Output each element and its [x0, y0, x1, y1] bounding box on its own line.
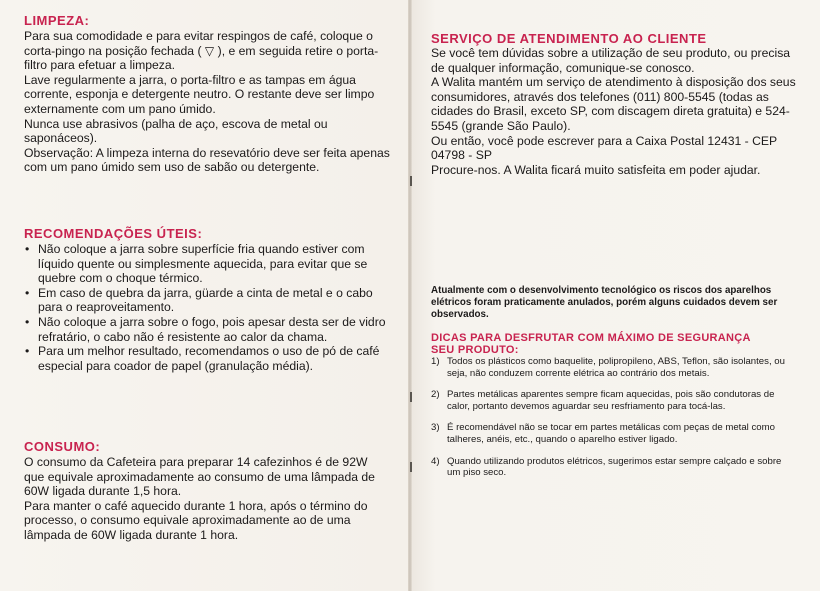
limpeza-paragraph: Nunca use abrasivos (palha de aço, escova de metal ou saponáceos). [24, 116, 328, 146]
limpeza-text [24, 29, 392, 175]
dicas-list [431, 356, 793, 489]
fold-mark [410, 176, 412, 186]
item-text: Partes metálicas aparentes sempre ficam aquecidas, pois são condutoras de calor, portanto devemos aguardar seu resfriamento para tocá-las. [447, 389, 775, 412]
recomendacoes-list [24, 242, 394, 373]
list-item [431, 389, 793, 412]
consumo-paragraph: Para manter o café aquecido durante 1 hora, após o término do processo, o consumo equivale aproximadamente ao de uma lâmpada de 60W ligada durante 1 hora. [24, 498, 368, 542]
limpeza-paragraph: Para sua comodidade e para evitar respingos de café, coloque o corta-pingo na posição fechada ( ▽ ), e em seguida retire o porta-filtro para efetuar a limpeza. [24, 29, 379, 73]
fold-mark [410, 462, 412, 472]
servico-paragraph: Ou então, você pode escrever para a Caixa Postal 12431 - CEP 04798 - SP [431, 133, 777, 163]
servico-text [431, 46, 801, 177]
item-number: 2) [431, 389, 440, 401]
item-text: Quando utilizando produtos elétricos, sugerimos estar sempre calçado e sobre um piso seco. [447, 455, 782, 479]
consumo-heading: CONSUMO: [24, 439, 101, 454]
limpeza-heading: LIMPEZA: [24, 13, 90, 28]
consumo-text [24, 455, 376, 543]
recomendacoes-heading: RECOMENDAÇÕES ÚTEIS: [24, 226, 203, 241]
fold-mark [410, 392, 412, 402]
item-text: É recomendável não se tocar em partes metálicas com peças de metal como talheres, anéis, etc., quando o aparelho estiver ligado. [447, 422, 775, 445]
page-fold [408, 0, 412, 591]
item-number: 1) [431, 356, 440, 367]
servico-paragraph: Procure-nos. A Walita ficará muito satisfeita em poder ajudar. [431, 162, 761, 177]
servico-paragraph: Se você tem dúvidas sobre a utilização de seu produto, ou precisa de qualquer informação, comunique-se conosco. [431, 46, 791, 75]
list-item: • Não coloque a jarra sobre o fogo, pois apesar desta ser de vidro refratário, o cabo não é resistente ao calor da chama. [24, 315, 394, 344]
limpeza-paragraph: Observação: A limpeza interna do resevatório deve ser feita apenas com um pano úmido sem uso de sabão ou detergente. [24, 145, 390, 175]
list-item: • Não coloque a jarra sobre superfície fria quando estiver com líquido quente ou simplesmente aquecida, para evitar que se quebre com o choque térmico. [24, 242, 394, 286]
consumo-paragraph: O consumo da Cafeteira para preparar 14 cafezinhos é de 92W que equivale aproximadamente ao consumo de uma lâmpada de 60W ligada durante 1,5 hora. [24, 455, 375, 499]
limpeza-paragraph: Lave regularmente a jarra, o porta-filtro e as tampas em água corrente, esponja e detergente neutro. O restante deve ser limpo externamente com um pano úmido. [24, 72, 375, 116]
list-item: • Em caso de quebra da jarra, güarde a cinta de metal e o cabo para o reaproveitamento. [24, 286, 394, 315]
list-item [431, 422, 793, 445]
aviso-text: Atualmente com o desenvolvimento tecnológico os riscos dos aparelhos elétricos foram praticamente anulados, porém alguns cuidados devem ser observados. [431, 285, 778, 320]
item-number: 3) [431, 422, 440, 434]
item-number: 4) [431, 455, 440, 467]
dicas-heading: DICAS PARA DESFRUTAR COM MÁXIMO DE SEGURANÇA SEU PRODUTO: [431, 332, 751, 356]
item-text: Todos os plásticos como baquelite, polipropileno, ABS, Teflon, são isolantes, ou seja, não conduzem corrente elétrica ao contrário dos metais. [447, 356, 785, 379]
servico-paragraph: A Walita mantém um serviço de atendimento à disposição dos seus consumidores, através dos telefones (011) 800-5545 (todas as cidades do Brasil, exceto SP, com discagem direta gratuita) e 524-5545 (grande São Paulo). [431, 75, 796, 133]
list-item [431, 456, 793, 479]
list-item [431, 356, 793, 379]
servico-heading: SERVIÇO DE ATENDIMENTO AO CLIENTE [431, 31, 707, 46]
list-item: • Para um melhor resultado, recomendamos o uso de pó de café especial para coador de papel (granulação média). [24, 344, 394, 373]
